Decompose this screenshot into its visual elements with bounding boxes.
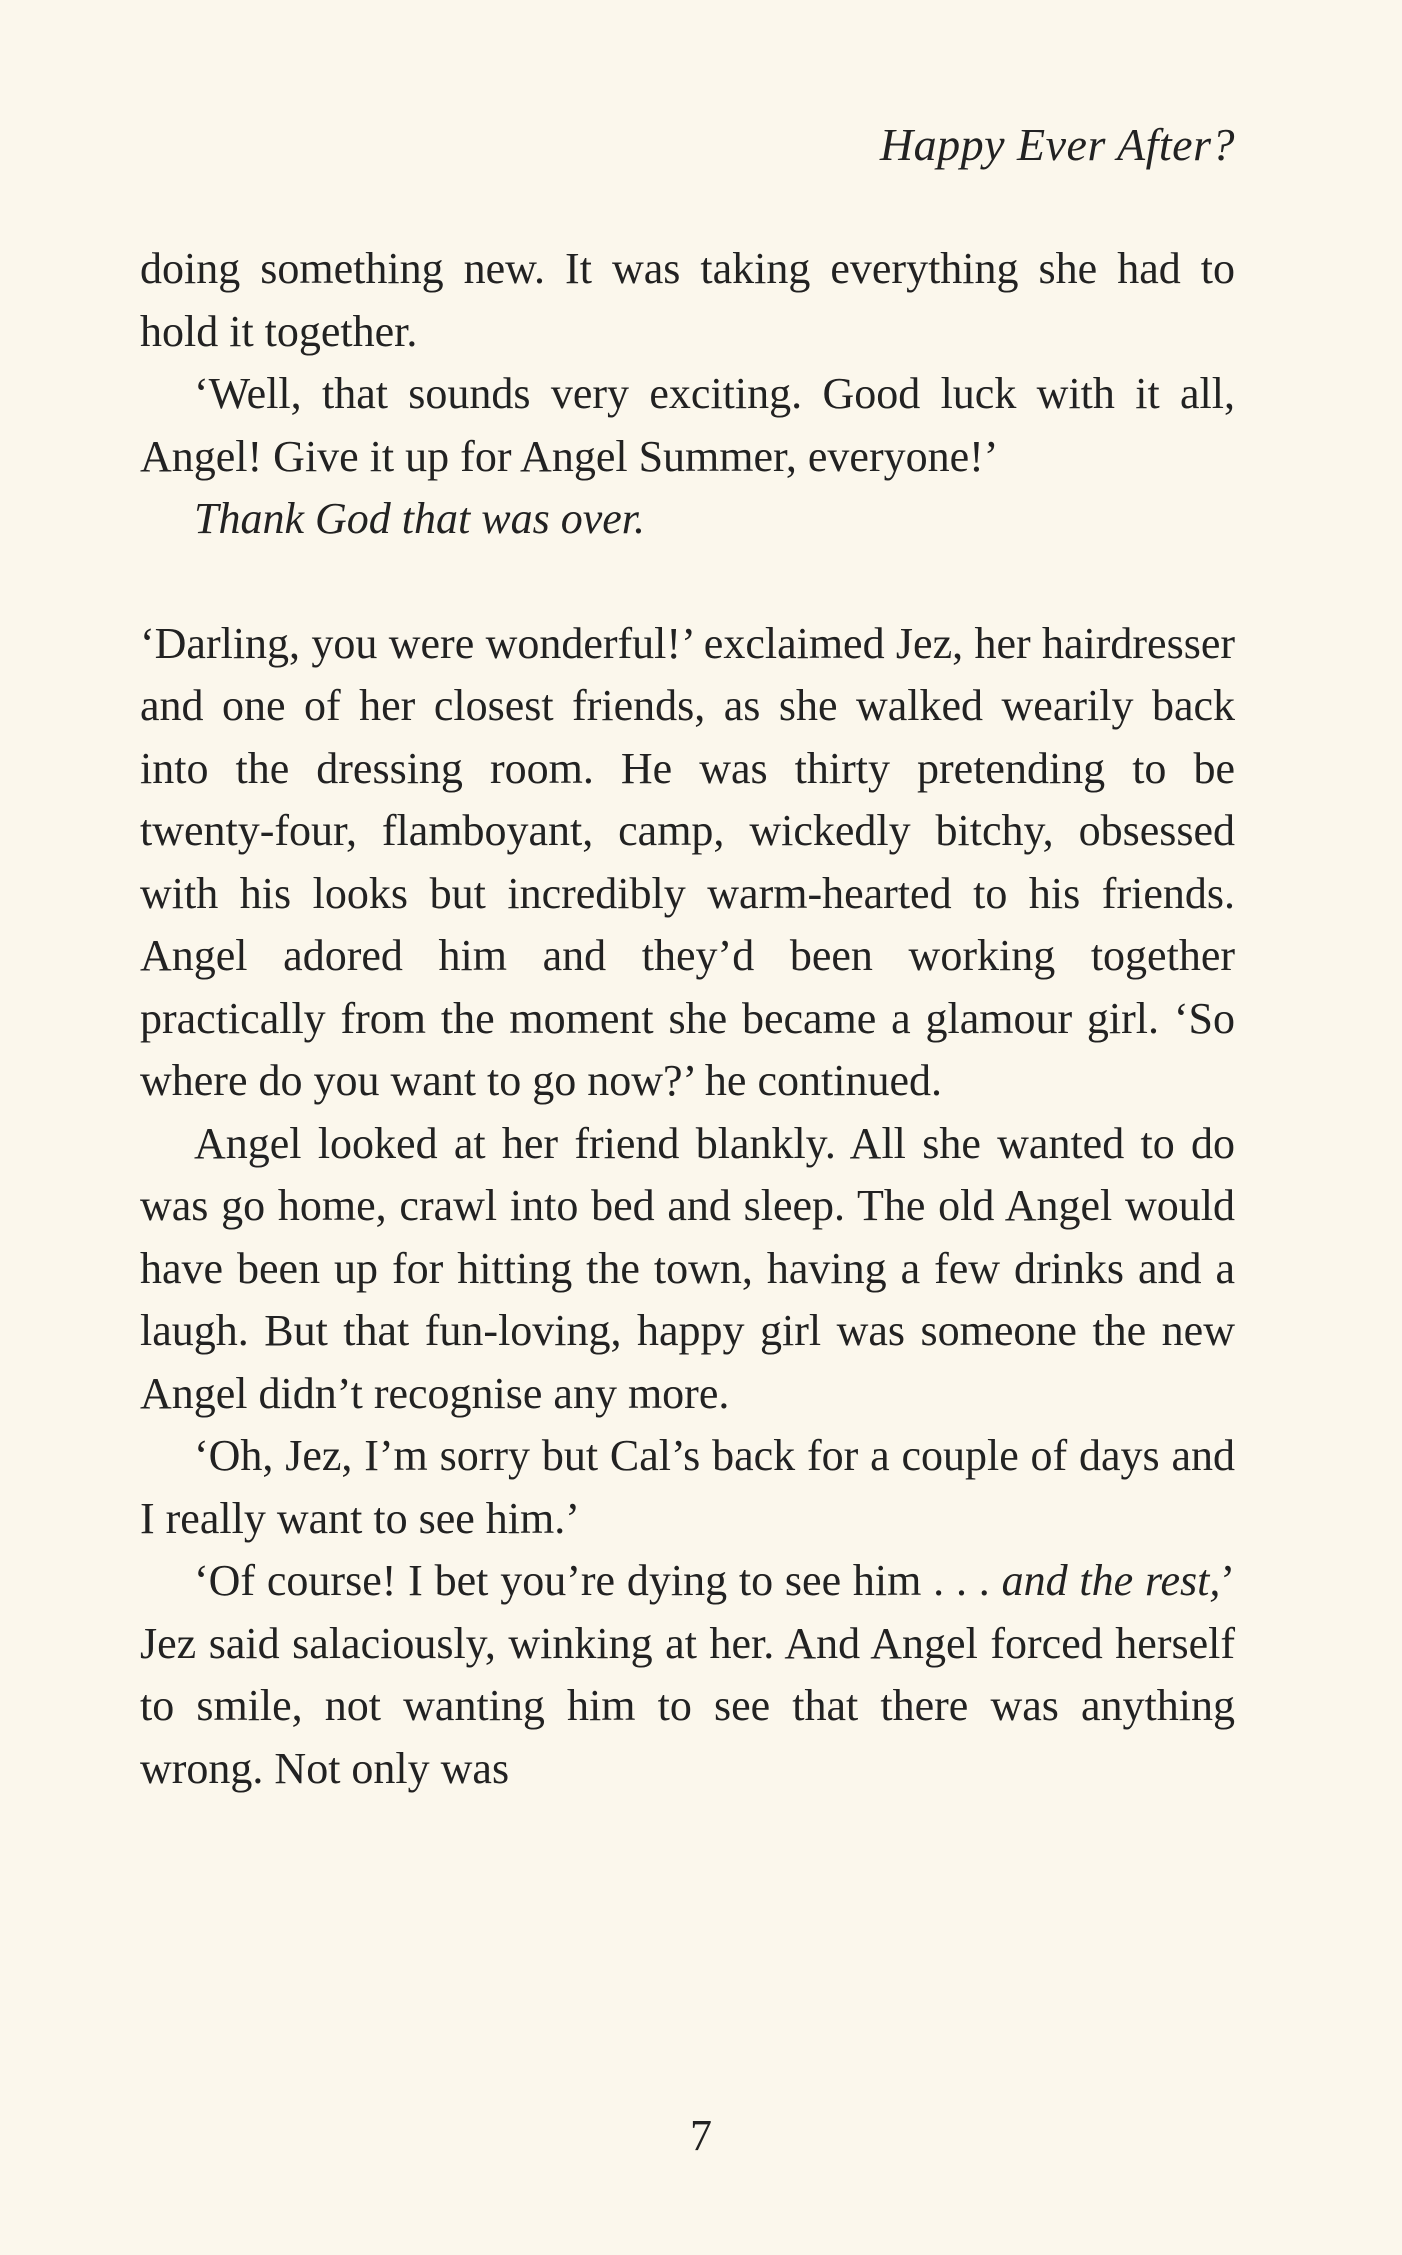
paragraph-italic-thought bbox=[140, 488, 1235, 551]
body-text bbox=[140, 238, 1235, 1800]
italic-thought: Thank God that was over. bbox=[194, 494, 645, 543]
text-run: ‘Of course! I bet you’re dying to see him . . . bbox=[194, 1556, 1002, 1605]
paragraph-continued: doing something new. It was taking everything she had to hold it together. bbox=[140, 244, 1235, 356]
paragraph-dialogue: ‘Well, that sounds very exciting. Good luck with it all, Angel! Give it up for Angel Summer, everyone!’ bbox=[140, 369, 1235, 481]
text-run: ’ Jez said salaciously, winking at her. And Angel forced herself to smile, not wanting him to see that there was anything wrong. Not only was bbox=[140, 1556, 1236, 1793]
running-head: Happy Ever After? bbox=[879, 119, 1235, 170]
paragraph-narrative: Angel looked at her friend blankly. All she wanted to do was go home, crawl into bed and sleep. The old Angel would have been up for hitting the town, having a few drinks and a laugh. But that fun-loving, happy girl was someone the new Angel didn’t recognise any more. bbox=[140, 1118, 1235, 1418]
text-emphasis: and the rest, bbox=[1001, 1556, 1221, 1605]
paragraph-dialogue-mixed bbox=[140, 1550, 1235, 1800]
paragraph-dialogue: ‘Oh, Jez, I’m sorry but Cal’s back for a couple of days and I really want to see him.’ bbox=[140, 1431, 1235, 1543]
paragraph-section-start: ‘Darling, you were wonderful!’ exclaimed Jez, her hairdresser and one of her closest friends, as she walked wearily back into the dressing room. He was thirty pretending to be twenty-four, flamboyant, camp, wickedly bitchy, obsessed with his looks but incredibly warm-hearted to his friends. Angel adored him and they’d been working together practically from the moment she became a glamour girl. ‘So where do you want to go now?’ he continued. bbox=[140, 618, 1235, 1105]
page-number: 7 bbox=[690, 2111, 712, 2160]
